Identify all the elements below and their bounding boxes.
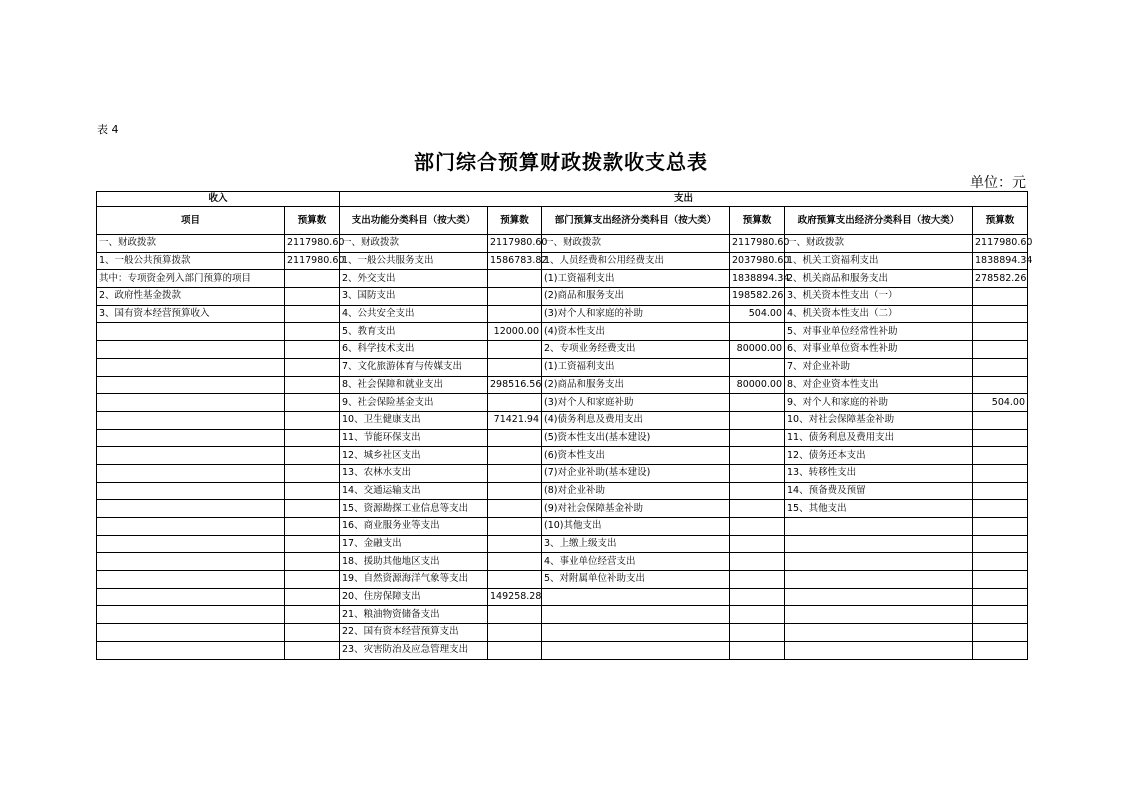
income-amount — [285, 341, 340, 359]
func-amount — [488, 341, 542, 359]
income-item: 其中：专项资金列入部门预算的项目 — [97, 270, 285, 288]
income-amount — [285, 641, 340, 659]
dept-item: (3)对个人和家庭补助 — [542, 394, 730, 412]
func-amount — [488, 394, 542, 412]
gov-amount — [973, 588, 1028, 606]
dept-amount — [730, 518, 785, 536]
func-item: 10、卫生健康支出 — [340, 411, 488, 429]
dept-amount: 80000.00 — [730, 341, 785, 359]
income-item — [97, 323, 285, 341]
dept-amount — [730, 641, 785, 659]
table-row — [97, 305, 1028, 323]
income-amount — [285, 305, 340, 323]
gov-item: 11、债务利息及费用支出 — [785, 429, 973, 447]
table-row — [97, 447, 1028, 465]
gov-amount — [973, 341, 1028, 359]
gov-item: 15、其他支出 — [785, 500, 973, 518]
dept-amount: 2037980.60 — [730, 252, 785, 270]
table-row — [97, 394, 1028, 412]
func-amount — [488, 288, 542, 306]
dept-item: (4)债务利息及费用支出 — [542, 411, 730, 429]
gov-item: 13、转移性支出 — [785, 464, 973, 482]
income-header: 收入 — [97, 192, 340, 207]
dept-amount — [730, 429, 785, 447]
gov-item: 14、预备费及预留 — [785, 482, 973, 500]
income-amount — [285, 518, 340, 536]
func-amount: 1586783.82 — [488, 252, 542, 270]
income-amount — [285, 553, 340, 571]
func-item: 20、住房保障支出 — [340, 588, 488, 606]
header-row — [97, 207, 1028, 235]
col-budget: 预算数 — [973, 207, 1028, 235]
func-amount — [488, 571, 542, 589]
income-item — [97, 588, 285, 606]
gov-item: 9、对个人和家庭的补助 — [785, 394, 973, 412]
func-amount — [488, 535, 542, 553]
gov-item — [785, 571, 973, 589]
func-item: 15、资源勘探工业信息等支出 — [340, 500, 488, 518]
dept-item: 2、专项业务经费支出 — [542, 341, 730, 359]
income-item — [97, 553, 285, 571]
dept-item: (9)对社会保障基金补助 — [542, 500, 730, 518]
expense-header: 支出 — [340, 192, 1028, 207]
income-item — [97, 535, 285, 553]
income-item — [97, 641, 285, 659]
table-row — [97, 535, 1028, 553]
income-item — [97, 429, 285, 447]
func-amount: 149258.28 — [488, 588, 542, 606]
table-row — [97, 606, 1028, 624]
dept-amount — [730, 447, 785, 465]
income-amount — [285, 500, 340, 518]
func-amount — [488, 464, 542, 482]
gov-amount — [973, 518, 1028, 536]
table-row — [97, 482, 1028, 500]
dept-item: (6)资本性支出 — [542, 447, 730, 465]
income-item: 2、政府性基金拨款 — [97, 288, 285, 306]
dept-item — [542, 624, 730, 642]
dept-item: 一、财政拨款 — [542, 235, 730, 253]
dept-item: 4、事业单位经营支出 — [542, 553, 730, 571]
col-budget: 预算数 — [285, 207, 340, 235]
page-title: 部门综合预算财政拨款收支总表 — [414, 150, 708, 174]
table-row — [97, 624, 1028, 642]
table-row — [97, 588, 1028, 606]
func-amount — [488, 553, 542, 571]
income-item — [97, 624, 285, 642]
func-item: 22、国有资本经营预算支出 — [340, 624, 488, 642]
income-item — [97, 447, 285, 465]
gov-amount — [973, 288, 1028, 306]
col-dept: 部门预算支出经济分类科目（按大类） — [542, 207, 730, 235]
func-item: 4、公共安全支出 — [340, 305, 488, 323]
income-amount — [285, 358, 340, 376]
dept-item — [542, 588, 730, 606]
func-amount — [488, 606, 542, 624]
income-item — [97, 464, 285, 482]
income-item — [97, 500, 285, 518]
dept-item: (1)工资福利支出 — [542, 270, 730, 288]
col-func: 支出功能分类科目（按大类） — [340, 207, 488, 235]
func-item: 一、财政拨款 — [340, 235, 488, 253]
dept-item: (4)资本性支出 — [542, 323, 730, 341]
func-amount — [488, 358, 542, 376]
dept-amount: 198582.26 — [730, 288, 785, 306]
header-group-row — [97, 192, 1028, 207]
func-item: 13、农林水支出 — [340, 464, 488, 482]
dept-amount — [730, 606, 785, 624]
dept-item: (7)对企业补助(基本建设) — [542, 464, 730, 482]
gov-item: 3、机关资本性支出（一） — [785, 288, 973, 306]
func-amount — [488, 518, 542, 536]
func-item: 5、教育支出 — [340, 323, 488, 341]
gov-amount: 504.00 — [973, 394, 1028, 412]
income-item — [97, 571, 285, 589]
func-amount — [488, 482, 542, 500]
func-amount — [488, 305, 542, 323]
func-amount — [488, 641, 542, 659]
func-item: 3、国防支出 — [340, 288, 488, 306]
gov-amount — [973, 305, 1028, 323]
gov-item: 4、机关资本性支出（二） — [785, 305, 973, 323]
gov-item — [785, 606, 973, 624]
gov-item — [785, 641, 973, 659]
dept-item: (10)其他支出 — [542, 518, 730, 536]
income-amount — [285, 270, 340, 288]
table-row — [97, 429, 1028, 447]
income-amount — [285, 323, 340, 341]
func-item: 1、一般公共服务支出 — [340, 252, 488, 270]
table-row — [97, 252, 1028, 270]
gov-item: 一、财政拨款 — [785, 235, 973, 253]
func-item: 8、社会保障和就业支出 — [340, 376, 488, 394]
income-item — [97, 341, 285, 359]
gov-amount — [973, 500, 1028, 518]
func-item: 14、交通运输支出 — [340, 482, 488, 500]
gov-item: 8、对企业资本性支出 — [785, 376, 973, 394]
func-item: 19、自然资源海洋气象等支出 — [340, 571, 488, 589]
col-item: 项目 — [97, 207, 285, 235]
gov-amount — [973, 358, 1028, 376]
dept-amount — [730, 588, 785, 606]
table-row — [97, 500, 1028, 518]
table-row — [97, 235, 1028, 253]
income-item: 3、国有资本经营预算收入 — [97, 305, 285, 323]
dept-item — [542, 641, 730, 659]
income-item: 1、一般公共预算拨款 — [97, 252, 285, 270]
func-amount — [488, 447, 542, 465]
gov-item: 5、对事业单位经常性补助 — [785, 323, 973, 341]
dept-amount: 1838894.34 — [730, 270, 785, 288]
gov-item — [785, 624, 973, 642]
gov-item: 2、机关商品和服务支出 — [785, 270, 973, 288]
income-item — [97, 358, 285, 376]
dept-amount — [730, 464, 785, 482]
func-amount: 71421.94 — [488, 411, 542, 429]
func-item: 21、粮油物资储备支出 — [340, 606, 488, 624]
gov-item: 12、债务还本支出 — [785, 447, 973, 465]
dept-item — [542, 606, 730, 624]
gov-item — [785, 588, 973, 606]
gov-item: 10、对社会保障基金补助 — [785, 411, 973, 429]
dept-item: 5、对附属单位补助支出 — [542, 571, 730, 589]
gov-amount — [973, 624, 1028, 642]
gov-item: 6、对事业单位资本性补助 — [785, 341, 973, 359]
func-amount: 298516.56 — [488, 376, 542, 394]
col-gov: 政府预算支出经济分类科目（按大类） — [785, 207, 973, 235]
col-budget: 预算数 — [730, 207, 785, 235]
func-item: 9、社会保险基金支出 — [340, 394, 488, 412]
func-item: 6、科学技术支出 — [340, 341, 488, 359]
gov-amount — [973, 447, 1028, 465]
gov-amount — [973, 429, 1028, 447]
gov-item — [785, 553, 973, 571]
dept-amount — [730, 624, 785, 642]
gov-amount — [973, 641, 1028, 659]
table-row — [97, 641, 1028, 659]
gov-item: 7、对企业补助 — [785, 358, 973, 376]
income-amount — [285, 411, 340, 429]
func-amount — [488, 624, 542, 642]
table-number: 表 4 — [97, 123, 119, 136]
dept-amount — [730, 535, 785, 553]
dept-item: (3)对个人和家庭的补助 — [542, 305, 730, 323]
dept-amount — [730, 323, 785, 341]
income-amount — [285, 394, 340, 412]
table-row — [97, 518, 1028, 536]
income-amount — [285, 624, 340, 642]
func-amount: 2117980.60 — [488, 235, 542, 253]
gov-amount: 1838894.34 — [973, 252, 1028, 270]
dept-item: (5)资本性支出(基本建设) — [542, 429, 730, 447]
income-item — [97, 394, 285, 412]
dept-amount: 80000.00 — [730, 376, 785, 394]
col-budget: 预算数 — [488, 207, 542, 235]
func-item: 16、商业服务业等支出 — [340, 518, 488, 536]
dept-amount — [730, 553, 785, 571]
table-row — [97, 270, 1028, 288]
dept-amount: 504.00 — [730, 305, 785, 323]
dept-amount — [730, 394, 785, 412]
table-row — [97, 571, 1028, 589]
dept-amount — [730, 571, 785, 589]
table-row — [97, 288, 1028, 306]
func-amount — [488, 500, 542, 518]
table-row — [97, 411, 1028, 429]
gov-amount — [973, 606, 1028, 624]
dept-amount — [730, 358, 785, 376]
gov-amount — [973, 571, 1028, 589]
gov-amount — [973, 535, 1028, 553]
gov-item — [785, 518, 973, 536]
income-amount — [285, 571, 340, 589]
dept-amount — [730, 411, 785, 429]
func-item: 18、援助其他地区支出 — [340, 553, 488, 571]
func-item: 2、外交支出 — [340, 270, 488, 288]
income-amount: 2117980.60 — [285, 235, 340, 253]
table-row — [97, 553, 1028, 571]
income-item — [97, 606, 285, 624]
income-item — [97, 518, 285, 536]
dept-item: 3、上缴上级支出 — [542, 535, 730, 553]
gov-amount: 278582.26 — [973, 270, 1028, 288]
income-amount: 2117980.60 — [285, 252, 340, 270]
table-row — [97, 323, 1028, 341]
income-amount — [285, 482, 340, 500]
table-row — [97, 464, 1028, 482]
income-amount — [285, 464, 340, 482]
dept-item: (2)商品和服务支出 — [542, 376, 730, 394]
func-amount: 12000.00 — [488, 323, 542, 341]
table-row — [97, 341, 1028, 359]
income-amount — [285, 606, 340, 624]
gov-amount — [973, 323, 1028, 341]
gov-amount — [973, 482, 1028, 500]
func-amount — [488, 429, 542, 447]
gov-amount — [973, 553, 1028, 571]
func-item: 23、灾害防治及应急管理支出 — [340, 641, 488, 659]
func-item: 12、城乡社区支出 — [340, 447, 488, 465]
dept-item: (2)商品和服务支出 — [542, 288, 730, 306]
func-item: 11、节能环保支出 — [340, 429, 488, 447]
func-item: 7、文化旅游体育与传媒支出 — [340, 358, 488, 376]
income-amount — [285, 288, 340, 306]
income-amount — [285, 429, 340, 447]
income-amount — [285, 535, 340, 553]
func-item: 17、金融支出 — [340, 535, 488, 553]
gov-amount — [973, 411, 1028, 429]
income-amount — [285, 447, 340, 465]
income-item — [97, 376, 285, 394]
unit-label: 单位：元 — [970, 175, 1026, 191]
gov-amount: 2117980.60 — [973, 235, 1028, 253]
dept-item: 1、人员经费和公用经费支出 — [542, 252, 730, 270]
table-row — [97, 376, 1028, 394]
income-item: 一、财政拨款 — [97, 235, 285, 253]
table-row — [97, 358, 1028, 376]
gov-amount — [973, 376, 1028, 394]
gov-amount — [973, 464, 1028, 482]
income-amount — [285, 376, 340, 394]
gov-item: 1、机关工资福利支出 — [785, 252, 973, 270]
dept-item: (1)工资福利支出 — [542, 358, 730, 376]
income-item — [97, 482, 285, 500]
dept-amount — [730, 482, 785, 500]
func-amount — [488, 270, 542, 288]
budget-table — [96, 191, 1033, 660]
dept-amount — [730, 500, 785, 518]
dept-item: (8)对企业补助 — [542, 482, 730, 500]
gov-item — [785, 535, 973, 553]
income-amount — [285, 588, 340, 606]
income-item — [97, 411, 285, 429]
dept-amount: 2117980.60 — [730, 235, 785, 253]
